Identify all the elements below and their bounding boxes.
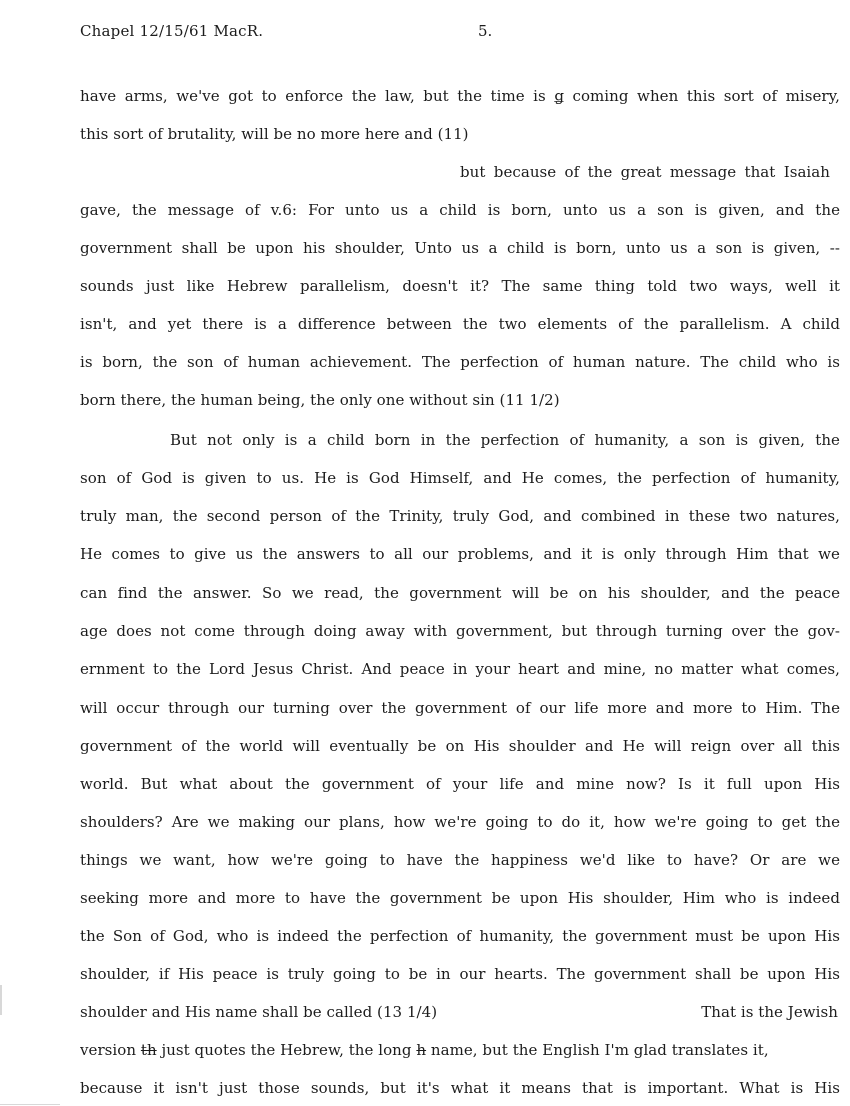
text-line: will occur through our turning over the government of our life more and more to Him. The bbox=[80, 699, 840, 717]
struck-text: h bbox=[416, 1041, 427, 1059]
text-line: things we want, how we're going to have the happiness we'd like to have? Or are we bbox=[80, 851, 840, 869]
text-fragment: name, but the English I'm glad translates it, bbox=[426, 1041, 769, 1059]
text-fragment: just quotes the Hebrew, the long bbox=[156, 1041, 417, 1059]
text-line: truly man, the second person of the Trinity, truly God, and combined in these two natures, bbox=[80, 507, 840, 525]
text-line: ernment to the Lord Jesus Christ. And peace in your heart and mine, no matter what comes, bbox=[80, 660, 840, 678]
page-number: 5. bbox=[478, 22, 493, 40]
document-header: Chapel 12/15/61 MacR. bbox=[80, 22, 264, 40]
text-line-with-strikeouts bbox=[80, 1040, 840, 1060]
text-line: shoulder, if His peace is truly going to be in our hearts. The government shall be upon His bbox=[80, 965, 840, 983]
text-fragment-right: That is the Jewish bbox=[701, 1003, 838, 1021]
text-line: age does not come through doing away with government, but through turning over the gov- bbox=[80, 622, 840, 640]
struck-text: th bbox=[140, 1041, 157, 1059]
scan-edge-mark bbox=[0, 1104, 60, 1105]
text-line: son of God is given to us. He is God Himself, and He comes, the perfection of humanity, bbox=[80, 469, 840, 487]
text-line: this sort of brutality, will be no more here and (11) bbox=[80, 125, 469, 143]
text-line: government shall be upon his shoulder, Unto us a child is born, unto us a son is given, -- bbox=[80, 239, 840, 257]
scan-edge-mark bbox=[0, 985, 2, 1015]
text-line: born there, the human being, the only one without sin (11 1/2) bbox=[80, 391, 560, 409]
text-line: world. But what about the government of your life and mine now? Is it full upon His bbox=[80, 775, 840, 793]
text-line: have arms, we've got to enforce the law, but the time is ǥ coming when this sort of misery, bbox=[80, 87, 840, 105]
text-line-split bbox=[80, 1002, 840, 1022]
text-line: gave, the message of v.6: For unto us a child is born, unto us a son is given, and the bbox=[80, 201, 840, 219]
text-line: the Son of God, who is indeed the perfection of humanity, the government must be upon His bbox=[80, 927, 840, 945]
text-line: shoulders? Are we making our plans, how we're going to do it, how we're going to get the bbox=[80, 813, 840, 831]
text-line: government of the world will eventually be on His shoulder and He will reign over all this bbox=[80, 737, 840, 755]
text-line: He comes to give us the answers to all our problems, and it is only through Him that we bbox=[80, 545, 840, 563]
text-line: can find the answer. So we read, the government will be on his shoulder, and the peace bbox=[80, 584, 840, 602]
text-line: seeking more and more to have the government be upon His shoulder, Him who is indeed bbox=[80, 889, 840, 907]
text-line: but because of the great message that Isaiah bbox=[460, 163, 830, 181]
paragraph-start-line: But not only is a child born in the perfection of humanity, a son is given, the bbox=[170, 431, 840, 449]
text-fragment: version bbox=[80, 1041, 141, 1059]
text-line: is born, the son of human achievement. The perfection of human nature. The child who is bbox=[80, 353, 840, 371]
text-line: sounds just like Hebrew parallelism, doesn't it? The same thing told two ways, well it bbox=[80, 277, 840, 295]
text-fragment-left: shoulder and His name shall be called (13 1/4) bbox=[80, 1003, 438, 1021]
text-line: isn't, and yet there is a difference between the two elements of the parallelism. A child bbox=[80, 315, 840, 333]
text-line: because it isn't just those sounds, but it's what it means that is important. What is His bbox=[80, 1079, 840, 1097]
